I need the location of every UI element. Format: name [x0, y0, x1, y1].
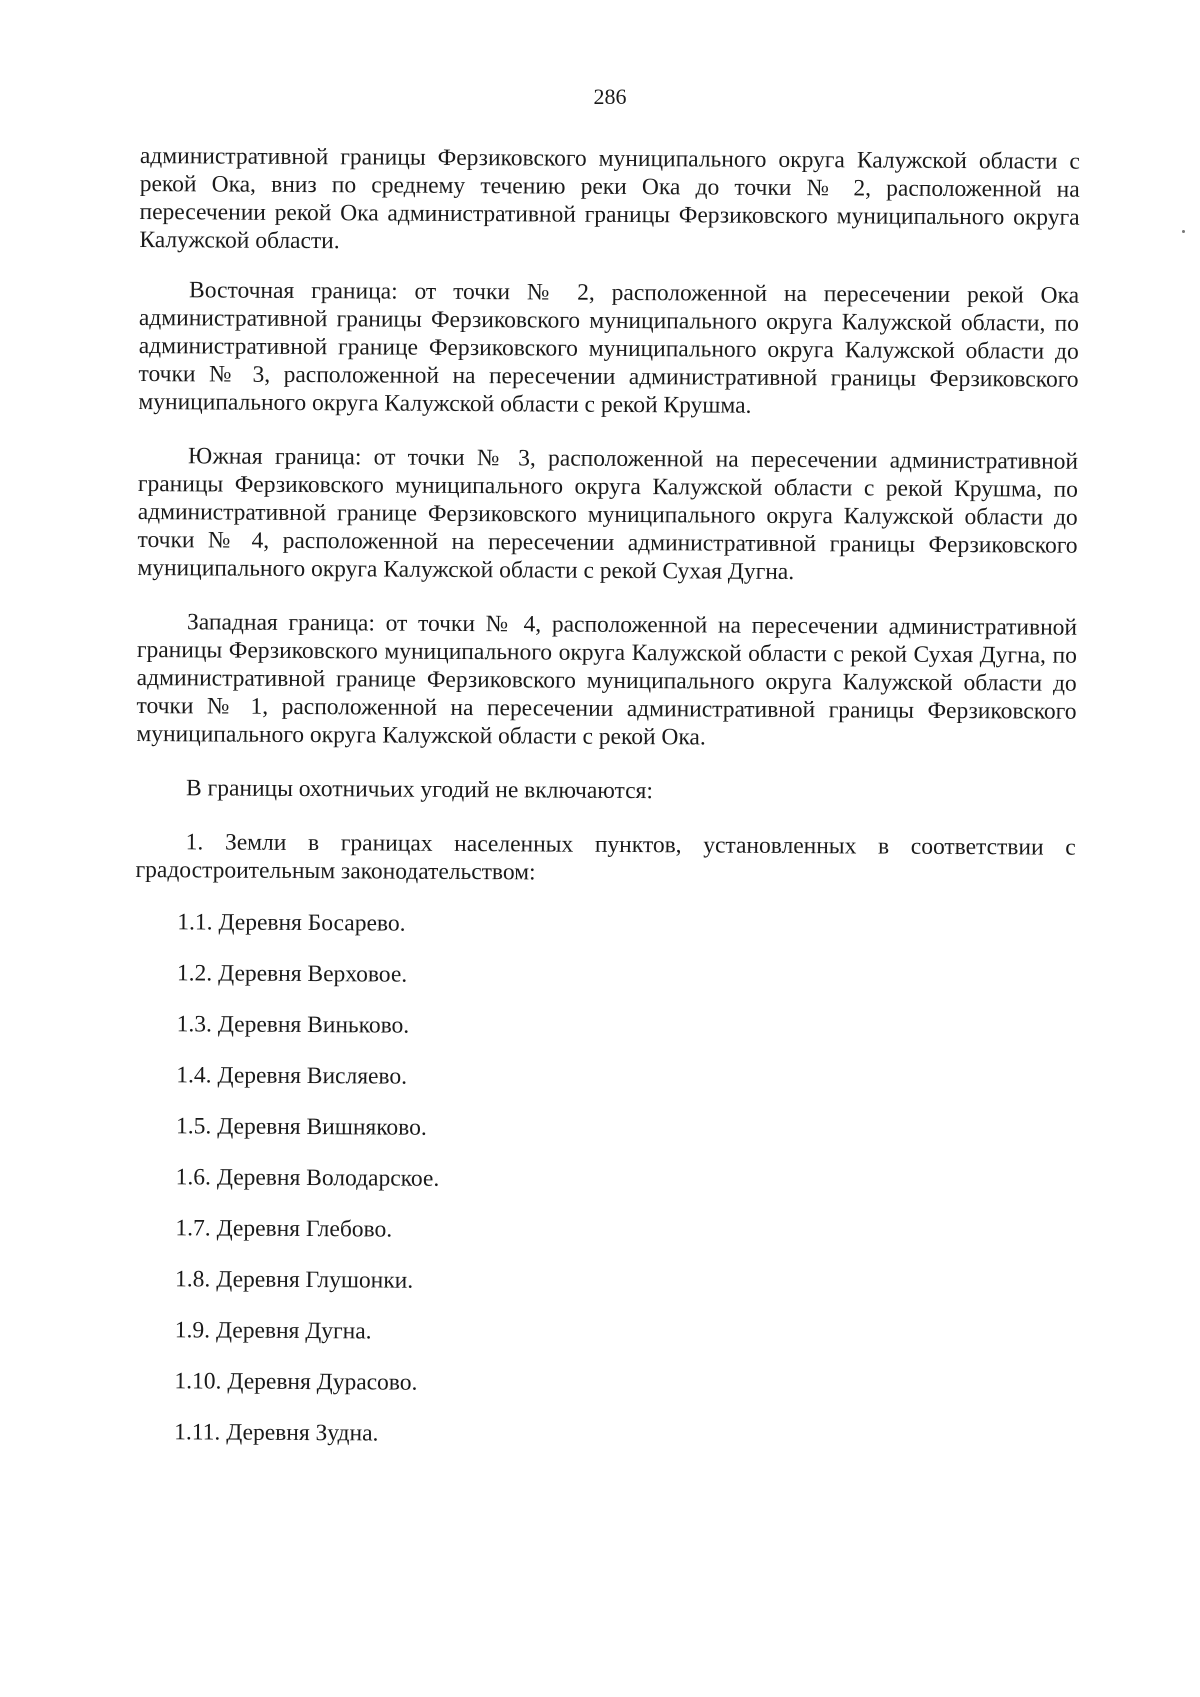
paragraph-northern-boundary-continuation: административной границы Ферзиковского муниципального округа Калужской области с рекой Ока, вниз по среднему течению реки Ока до точки № 2, расположенной на пересечении рекой Ока административной границы Ферзиковского муниципального округа Калужской области.: [139, 142, 1080, 255]
list-item-number: 1.2.: [176, 960, 213, 987]
list-item: [174, 1367, 1072, 1398]
list-item-number: 1.11.: [174, 1419, 221, 1446]
list-item-number: 1.1.: [177, 909, 213, 936]
list-item-number: 1.4.: [176, 1062, 212, 1089]
list-item-number: 1.9.: [174, 1317, 211, 1344]
list-item: [175, 1214, 1073, 1245]
list-item: [174, 1418, 1072, 1449]
list-item-text: Деревня Верховое.: [218, 960, 408, 988]
list-item: [177, 908, 1075, 939]
list-item-text: Деревня Дугна.: [215, 1317, 372, 1345]
list-item: [175, 1316, 1073, 1347]
paragraph-exclusion-item-1: 1. Земли в границах населенных пунктов, установленных в соответствии с градостроительным законодательством:: [135, 829, 1076, 886]
list-item-text: Деревня Виньково.: [217, 1011, 410, 1039]
list-item-text: Деревня Глебово.: [216, 1215, 393, 1243]
paragraph-exclusions-heading: В границы охотничьих угодий не включаются:: [185, 775, 653, 805]
document-body: [132, 142, 1080, 1475]
list-item: [176, 1163, 1074, 1194]
list-item: [176, 1061, 1074, 1092]
list-item-text: Деревня Володарское.: [216, 1164, 440, 1192]
list-item: [177, 959, 1075, 990]
list-item-number: 1.10.: [174, 1368, 222, 1395]
list-item-text: Деревня Висляево.: [217, 1062, 408, 1090]
list-item: [177, 1010, 1075, 1041]
list-item-number: 1.7.: [175, 1215, 211, 1242]
list-item-text: Деревня Глушонки.: [216, 1266, 414, 1294]
list-item-text: Деревня Босарево.: [218, 909, 406, 937]
list-item-text: Деревня Вишняково.: [217, 1113, 427, 1141]
settlement-list: [132, 908, 1075, 1450]
paragraph-western-boundary: Западная граница: от точки № 4, расположенной на пересечении административной границы Ферзиковского муниципального округа Калужской области с рекой Сухая Дугна, по административной границе Ферзиковского муниципального округа Калужской области до точки № 1, расположенной на пересечении административной границы Ферзиковского муниципального округа Калужской области с рекой Ока.: [136, 609, 1078, 751]
paragraph-southern-boundary: Южная граница: от точки № 3, расположенной на пересечении административной границы Ферзиковского муниципального округа Калужской области с рекой Крушма, по административной границе Ферзиковского муниципального округа Калужской области до точки № 4, расположенной на пересечении административной границы Ферзиковского муниципального округа Калужской области с рекой Сухая Дугна.: [137, 443, 1079, 586]
scan-speck: [1182, 230, 1185, 233]
list-item-text: Деревня Дурасово.: [227, 1368, 418, 1396]
list-item: [176, 1112, 1074, 1143]
list-item-number: 1.5.: [175, 1113, 212, 1140]
list-item-number: 1.8.: [174, 1266, 211, 1293]
list-item-number: 1.3.: [176, 1011, 212, 1038]
paragraph-eastern-boundary: Восточная граница: от точки № 2, расположенной на пересечении рекой Ока административной границы Ферзиковского муниципального округа Калужской области, по административной границе Ферзиковского муниципального округа Калужской области до точки № 3, расположенной на пересечении административной границы Ферзиковского муниципального округа Калужской области с рекой Крушма.: [138, 277, 1080, 419]
list-item-number: 1.6.: [175, 1164, 212, 1191]
list-item-text: Деревня Зудна.: [226, 1419, 379, 1447]
list-item: [175, 1265, 1073, 1296]
page-number: 286: [593, 84, 627, 109]
